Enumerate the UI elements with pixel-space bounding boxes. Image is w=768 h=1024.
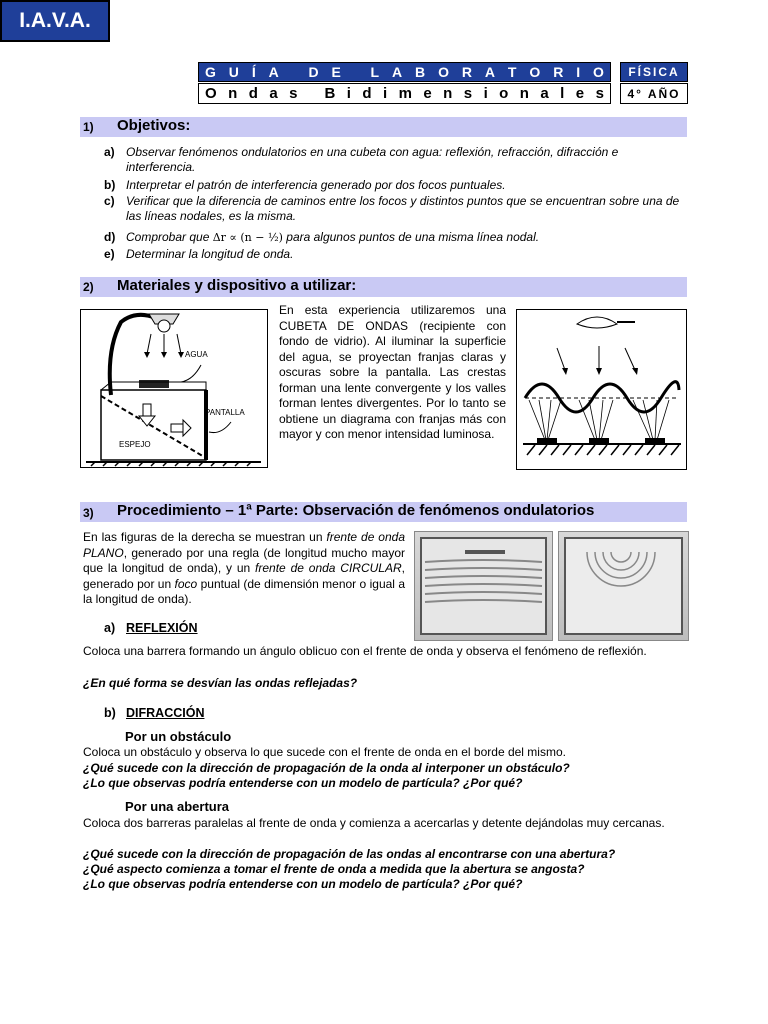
materials-description: En esta experiencia utilizaremos una CUBETA DE ONDAS (recipiente con fondo de vidrio). Al iluminar la superficie del agua, se proyectan franjas claras y oscuras sobre la pantalla. Las crestas forman una lente convergente y los valles forman lentes divergentes. Por lo tanto se obtiene un diagrama con franjas más con mayor y con menor intensidad luminosa. <box>279 303 506 441</box>
header-letter: T <box>507 64 517 80</box>
header-letter: m <box>398 85 412 102</box>
objective-letter: b) <box>104 178 116 192</box>
reflection-heading: a) REFLEXIÓN <box>104 621 198 635</box>
circular-wave-photo <box>558 531 689 641</box>
aperture-subheading: Por una abertura <box>125 799 230 814</box>
water-label: AGUA <box>185 350 208 359</box>
objective-text: Verificar que la diferencia de caminos entre los focos y distintos puntos que se encuentran sobre una de las líneas nodales, es la misma. <box>126 194 680 223</box>
header-letter: a <box>540 85 549 102</box>
header-letter <box>309 85 313 102</box>
header-letter: e <box>423 85 432 102</box>
section-materials-header <box>80 277 687 297</box>
objective-text: Interpretar el patrón de interferencia generado por dos focos puntuales. <box>126 178 506 192</box>
header-letter: A <box>392 64 403 80</box>
procedure-intro <box>83 530 405 608</box>
objective-letter: a) <box>104 145 115 159</box>
wave-tank-illustration <box>81 310 267 467</box>
header-letter <box>354 64 358 80</box>
objective-text: Observar fenómenos ondulatorios en una cubeta con agua: reflexión, refracción, difracción e interferencia. <box>126 145 619 174</box>
header-letter: o <box>499 85 509 102</box>
intro-segment: , generado por un <box>83 561 405 591</box>
intro-segment: frente de onda PLANO <box>83 530 405 560</box>
intro-segment: puntual (de dimensión menor o igual a la longitud de onda). <box>83 576 406 606</box>
section-title: Objetivos: <box>117 117 191 134</box>
header-letter: Í <box>251 64 256 80</box>
objective-text: para algunos puntos de una misma línea nodal. <box>286 230 540 244</box>
guide-title-bar <box>198 62 611 82</box>
diffraction-heading: b) DIFRACCIÓN <box>104 706 205 720</box>
objective-letter: e) <box>104 247 115 261</box>
screen-label: PANTALLA <box>205 408 245 417</box>
header-letter: A <box>268 64 279 80</box>
header-letter: B <box>324 85 336 102</box>
section-procedure-header <box>80 502 687 522</box>
formula: Δr ∝ (n − ½) <box>212 231 283 244</box>
header-letter: i <box>346 85 351 102</box>
header-letter: R <box>553 64 564 80</box>
objective-text: Comprobar que <box>126 230 210 244</box>
mirror-label: ESPEJO <box>119 440 151 449</box>
wave-lens-diagram <box>516 309 687 470</box>
header-letter: L <box>370 64 380 80</box>
aperture-question-2: ¿Qué aspecto comienza a tomar el frente de onda a medida que la abertura se angosta? <box>83 862 585 876</box>
intro-segment: foco <box>174 576 198 591</box>
section-number: 1) <box>83 120 94 134</box>
header-letter: d <box>248 85 258 102</box>
section-objectives-header <box>80 117 687 137</box>
intro-segment: , generado por una regla (de longitud mucho mayor que la longitud de onda), y un <box>83 545 405 575</box>
aperture-question-1: ¿Qué sucede con la dirección de propagación de las ondas al encontrarse con una abertura? <box>83 847 616 861</box>
institution-logo: I.A.V.A. <box>0 0 110 42</box>
subject-label: FÍSICA <box>620 62 688 82</box>
aperture-text: Coloca dos barreras paralelas al frente de onda y comienza a acercarlas y detente dejándolas muy cercanas. <box>83 816 665 830</box>
reflection-question: ¿En qué forma se desvían las ondas reflejadas? <box>83 676 358 690</box>
wave-lens-illustration <box>517 310 686 469</box>
reflection-text: Coloca una barrera formando un ángulo oblicuo con el frente de onda y observa el fenómeno de reflexión. <box>83 644 647 658</box>
header-letter: I <box>576 64 581 80</box>
header-letter: D <box>308 64 319 80</box>
section-title: Procedimiento – 1ª Parte: Observación de fenómenos ondulatorios <box>117 502 595 519</box>
section-title: Materiales y dispositivo a utilizar: <box>117 277 357 294</box>
header-letter: n <box>443 85 453 102</box>
header-letter: n <box>228 85 238 102</box>
header-letter: O <box>529 64 541 80</box>
header-letter: U <box>228 64 239 80</box>
header-letter: i <box>383 85 388 102</box>
header-letter: R <box>461 64 472 80</box>
topic-title-bar <box>198 83 611 104</box>
header-letter: s <box>463 85 473 102</box>
header-letter: E <box>331 64 341 80</box>
objective-text: Determinar la longitud de onda. <box>126 247 294 261</box>
obstacle-text: Coloca un obstáculo y observa lo que sucede con el frente de onda en el borde del mismo. <box>83 745 566 759</box>
aperture-question-3: ¿Lo que observas podría entenderse con un modelo de partícula? ¿Por qué? <box>83 877 523 891</box>
header-letter: e <box>575 85 585 102</box>
header-letter: O <box>438 64 449 80</box>
wave-tank-diagram <box>80 309 268 468</box>
header-letter: i <box>483 85 488 102</box>
header-letter: s <box>595 85 604 102</box>
header-letter: a <box>269 85 278 102</box>
header-letter: B <box>415 64 426 80</box>
objective-letter: d) <box>104 230 116 244</box>
section-number: 3) <box>83 506 94 520</box>
intro-segment: En las figuras de la derecha se muestran un <box>83 530 327 544</box>
header-letter: A <box>484 64 496 80</box>
header-letter: G <box>205 64 216 80</box>
section-number: 2) <box>83 280 94 294</box>
objective-letter: c) <box>104 194 115 208</box>
header-letter <box>292 64 296 80</box>
header-letter: n <box>519 85 529 102</box>
header-letter: d <box>362 85 372 102</box>
header-letter: s <box>289 85 298 102</box>
intro-segment: frente de onda CIRCULAR <box>255 561 402 575</box>
header-letter: O <box>205 85 217 102</box>
obstacle-question-2: ¿Lo que observas podría entenderse con un modelo de partícula? ¿Por qué? <box>83 776 523 790</box>
obstacle-subheading: Por un obstáculo <box>125 729 232 744</box>
year-label: 4° AÑO <box>620 83 688 104</box>
header-letter: l <box>560 85 565 102</box>
obstacle-question-1: ¿Qué sucede con la dirección de propagación de la onda al interponer un obstáculo? <box>83 761 570 775</box>
plane-wave-photo <box>414 531 553 641</box>
header-letter: O <box>593 64 604 80</box>
